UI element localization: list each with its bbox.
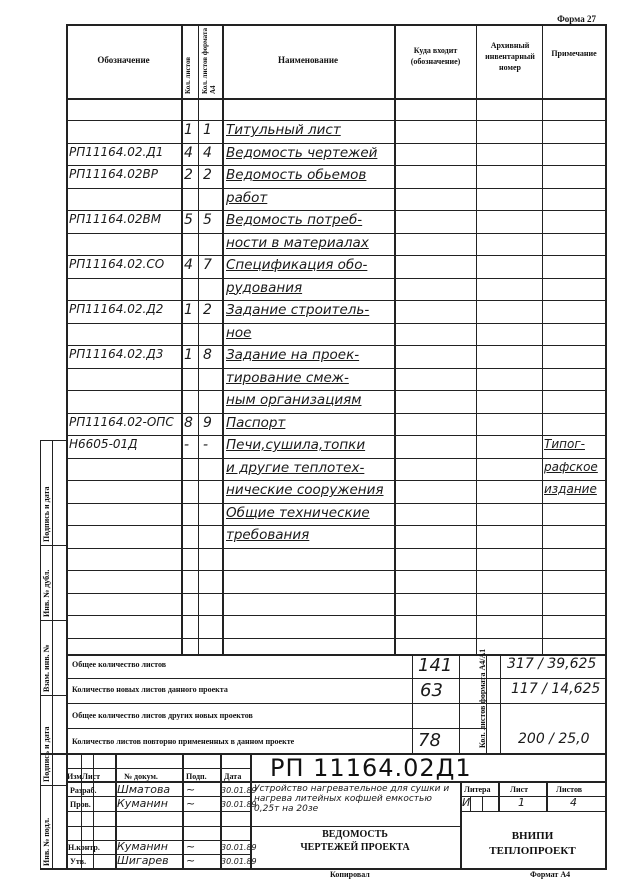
- row-name: работ: [226, 189, 268, 206]
- row-name: тирование смеж-: [226, 369, 349, 386]
- col-date: Дата: [224, 772, 242, 781]
- nkontr-signature: ~: [186, 840, 196, 853]
- document-code: РП 11164.02Д1: [270, 754, 472, 782]
- table-row: [66, 233, 605, 256]
- table-row: [66, 368, 605, 391]
- form-label: Форма 27: [557, 14, 596, 24]
- utv-name: Шигарев: [117, 854, 169, 867]
- sheet-label: Лист: [510, 785, 529, 794]
- new-sheets-label: Количество новых листов данного проекта: [72, 685, 228, 694]
- org-name-1: ВНИПИ: [511, 830, 554, 842]
- row-name: Задание на проек-: [226, 347, 360, 363]
- row-sheet-count-a4: 5: [203, 212, 212, 228]
- litera-value: И: [462, 796, 471, 809]
- row-designation: РП11164.02-ОПС: [69, 414, 174, 429]
- razrab-name: Шматова: [117, 783, 171, 796]
- table-row: [66, 435, 605, 458]
- table-row: [66, 480, 605, 503]
- row-sheet-count-a4: 4: [203, 144, 212, 161]
- utv-label: Утв.: [70, 857, 87, 866]
- nkontr-date: 30.01.89: [221, 843, 257, 852]
- row-sheet-count: 1: [184, 302, 193, 318]
- sheets-label: Листов: [556, 785, 583, 794]
- table-row: [66, 525, 605, 548]
- nkontr-label: Н.контр.: [68, 843, 100, 852]
- col-sign: Подп.: [186, 772, 207, 781]
- row-name: Ведомость потреб-: [226, 212, 363, 228]
- row-sheet-count: -: [184, 437, 190, 453]
- table-row: [66, 390, 605, 413]
- header-archive-number: Архивный инвентарный номер: [485, 41, 535, 72]
- a4a1-label: Кол. листов формата А4/А1: [478, 648, 487, 748]
- table-row: [66, 323, 605, 346]
- col-list: Лист: [82, 772, 101, 781]
- litera-label: Литера: [464, 785, 491, 794]
- row-name: Спецификация обо-: [226, 257, 368, 273]
- row-name: ное: [226, 324, 252, 341]
- utv-signature: ~: [186, 854, 196, 867]
- row-note: издание: [544, 482, 597, 496]
- header-sheet-count-a4: Кол. листов формата А4: [201, 27, 217, 94]
- row-sheet-count-a4: 2: [203, 167, 212, 183]
- a4a1-reused: 200 / 25,0: [518, 731, 590, 747]
- nkontr-name: Куманин: [117, 840, 168, 853]
- table-row: [66, 300, 605, 323]
- razrab-signature: ~: [186, 783, 196, 796]
- total-sheets-label: Общее количество листов: [72, 660, 167, 669]
- row-sheet-count-a4: 7: [203, 257, 212, 273]
- document-title-2: ЧЕРТЕЖЕЙ ПРОЕКТА: [300, 842, 410, 853]
- row-sheet-count: 2: [184, 167, 193, 183]
- footer-format: Формат А4: [530, 870, 571, 879]
- reused-label: Количество листов повторно примененных в данном проекте: [72, 737, 295, 746]
- row-sheet-count: 1: [184, 347, 193, 363]
- row-designation: РП11164.02ВР: [69, 167, 158, 181]
- header-sheet-count: Кол. листов: [184, 56, 192, 94]
- row-name: ности в материалах: [226, 234, 369, 251]
- row-sheet-count: 5: [184, 212, 193, 228]
- row-name: Задание строитель-: [226, 302, 370, 318]
- row-sheet-count: 4: [184, 257, 193, 273]
- table-row: [66, 188, 605, 211]
- header-designation: Обозначение: [97, 55, 150, 65]
- prov-signature: ~: [186, 797, 196, 810]
- col-doc: № докум.: [124, 772, 158, 781]
- row-designation: РП11164.02.СО: [69, 257, 165, 271]
- row-sheet-count-a4: 9: [203, 414, 212, 431]
- table-row: [66, 503, 605, 526]
- row-designation: Н6605-01Д: [69, 437, 138, 451]
- document-title-1: ВЕДОМОСТЬ: [322, 829, 388, 840]
- row-name: рудования: [226, 279, 303, 296]
- razrab-date: 30.01.89: [221, 786, 257, 795]
- row-sheet-count: 8: [184, 414, 193, 431]
- row-designation: РП11164.02.Д2: [69, 302, 164, 316]
- header-name: Наименование: [278, 55, 338, 65]
- row-name: Паспорт: [226, 414, 286, 431]
- header-where-included: Куда входит (обозначение): [410, 46, 461, 66]
- sheet-value: 1: [518, 796, 525, 809]
- new-sheets-value: 63: [420, 680, 443, 701]
- side-label-inv-podl: Инв. № подл.: [42, 817, 51, 866]
- prov-label: Пров.: [70, 800, 91, 809]
- table-row: [66, 210, 605, 233]
- row-name: Ведомость обьемов: [226, 167, 367, 183]
- razrab-label: Разраб.: [70, 786, 97, 795]
- prov-name: Куманин: [117, 797, 168, 810]
- other-new-label: Общее количество листов других новых проектов: [72, 711, 253, 720]
- row-name: Общие технические: [226, 504, 370, 521]
- a4a1-new: 117 / 14,625: [511, 681, 601, 697]
- table-row: [66, 255, 605, 278]
- side-label-vzam-inv: Взам. инв. №: [42, 644, 51, 692]
- row-name: требования: [226, 527, 310, 543]
- row-note: Типог-: [544, 437, 585, 451]
- col-izm: Изм: [67, 772, 82, 781]
- table-row: [66, 165, 605, 188]
- table-row: [66, 458, 605, 481]
- table-row: [66, 143, 605, 166]
- row-name: Титульный лист: [226, 122, 341, 138]
- row-sheet-count: 4: [184, 144, 193, 161]
- document-description: Устройство нагревательное для сушки и нагрева литейных кофшей емкостью 0,25т на 20зе: [254, 784, 450, 814]
- row-name: нические сооружения: [226, 482, 384, 498]
- table-row: [66, 413, 605, 436]
- row-name: и другие теплотех-: [226, 459, 365, 476]
- reused-value: 78: [418, 730, 441, 751]
- row-name: Печи,сушила,топки: [226, 437, 366, 453]
- row-sheet-count-a4: 1: [203, 122, 212, 138]
- table-row: [66, 120, 605, 143]
- row-sheet-count-a4: 2: [203, 302, 212, 318]
- header-note: Примечание: [551, 49, 597, 58]
- org-name-2: ТЕПЛОПРОЕКТ: [489, 845, 576, 857]
- a4a1-total: 317 / 39,625: [507, 656, 597, 672]
- row-designation: РП11164.02ВМ: [69, 212, 162, 226]
- prov-date: 30.01.89: [221, 800, 257, 809]
- row-note: рафское: [544, 459, 598, 474]
- footer-copied: Копировал: [330, 870, 370, 879]
- row-sheet-count: 1: [184, 122, 193, 138]
- row-name: ным организациям: [226, 392, 362, 408]
- row-sheet-count-a4: -: [203, 437, 209, 453]
- side-label-sign-date-2: Подпись и дата: [42, 726, 51, 782]
- total-sheets-value: 141: [418, 655, 453, 676]
- side-label-sign-date-1: Подпись и дата: [42, 486, 51, 542]
- row-name: Ведомость чертежей: [226, 144, 378, 161]
- side-label-inv-dubl: Инв. № дубл.: [42, 569, 51, 617]
- utv-date: 30.01.89: [221, 857, 257, 866]
- table-row: [66, 345, 605, 368]
- row-designation: РП11164.02.Д1: [69, 144, 164, 159]
- row-sheet-count-a4: 8: [203, 347, 212, 363]
- sheets-value: 4: [570, 796, 577, 809]
- table-row: [66, 278, 605, 301]
- row-designation: РП11164.02.Д3: [69, 347, 164, 361]
